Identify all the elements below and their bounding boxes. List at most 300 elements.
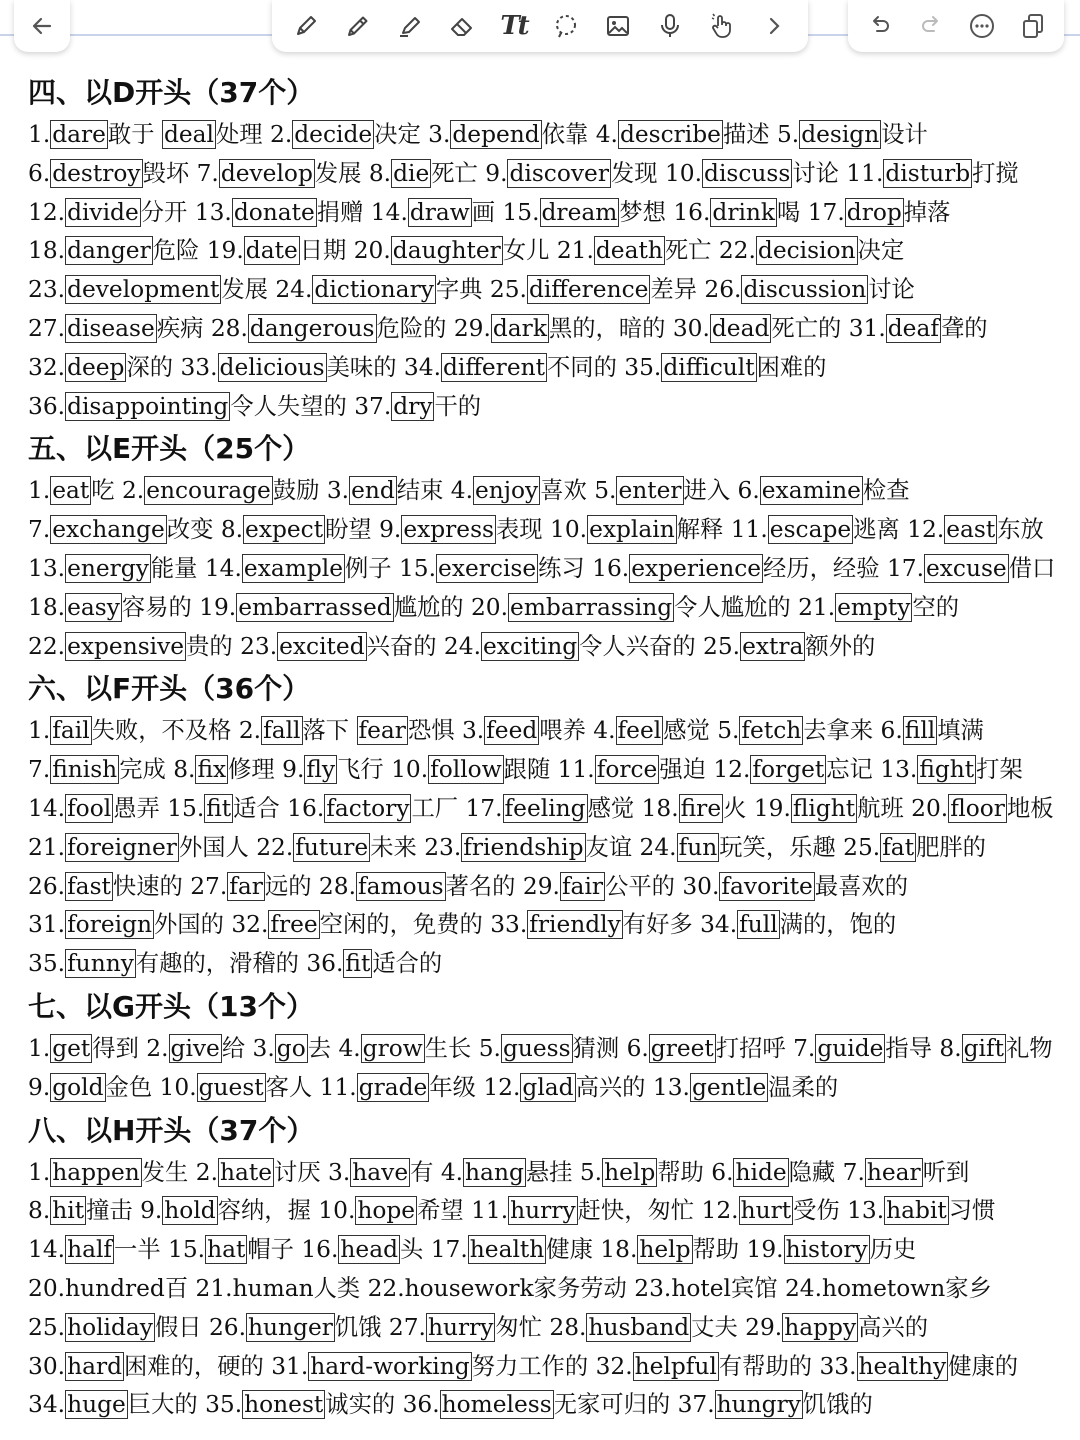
- english-word: example: [243, 554, 343, 582]
- hand-pointer-icon[interactable]: [705, 9, 739, 43]
- vocab-entry: [122, 476, 319, 505]
- entry-number: 16.: [592, 554, 630, 582]
- entry-number: 35.: [205, 1391, 243, 1419]
- english-word: factory: [326, 794, 410, 822]
- english-word: hurry: [427, 1313, 494, 1341]
- vocab-entry: [399, 554, 585, 583]
- chinese-meaning: 表现: [496, 516, 543, 544]
- english-word: fix: [197, 756, 227, 784]
- english-word: decision: [757, 237, 856, 265]
- english-word: hotel: [671, 1274, 731, 1302]
- chinese-meaning: 地板: [1006, 794, 1054, 822]
- english-word: dead: [711, 314, 770, 342]
- english-word: deaf: [887, 314, 939, 342]
- entry-number: 23.: [28, 276, 66, 304]
- chinese-meaning: 决定: [374, 121, 421, 148]
- english-word: hat: [207, 1236, 246, 1264]
- english-word: dark: [492, 314, 547, 342]
- chinese-meaning: 尴尬的: [393, 593, 464, 621]
- entry-number: 33.: [490, 911, 528, 939]
- chinese-meaning: 一半: [114, 1236, 161, 1264]
- vocab-entry: [465, 794, 634, 823]
- english-word: get: [52, 1034, 91, 1062]
- vocab-entry: [270, 120, 421, 149]
- vocab-entry: [777, 120, 928, 149]
- vocab-entry: [209, 1313, 382, 1342]
- chinese-meaning: 跟随: [503, 756, 551, 784]
- english-word: design: [801, 121, 880, 148]
- english-word: fail: [52, 717, 90, 745]
- vocab-entry: [678, 1390, 873, 1419]
- english-word: friendly: [529, 911, 621, 939]
- microphone-icon[interactable]: [653, 9, 687, 43]
- entry-number: 12.: [483, 1073, 521, 1101]
- entry-number: 32.: [595, 1352, 633, 1380]
- chinese-meaning: 深的: [126, 353, 174, 381]
- entry-number: 10.: [391, 756, 429, 784]
- chinese-meaning: 家乡: [945, 1274, 992, 1302]
- entry-number: 36.: [28, 392, 66, 420]
- english-word: go: [276, 1034, 306, 1062]
- entry-number: 11.: [846, 159, 884, 187]
- english-word: hide: [735, 1158, 787, 1186]
- chinese-meaning: 猜测: [572, 1034, 620, 1062]
- chinese-meaning: 帮助: [692, 1236, 740, 1264]
- vocab-entry: [881, 716, 984, 745]
- vocabulary-document: [28, 70, 1068, 1425]
- vocab-entry: [190, 872, 311, 901]
- vocab-entry: [673, 314, 841, 343]
- chinese-meaning: 飞行: [337, 756, 384, 784]
- entry-number: 25.: [843, 833, 881, 861]
- entry-number: 6.: [880, 717, 903, 745]
- vocab-entry: [338, 1034, 471, 1063]
- vocab-entry: [793, 1034, 932, 1063]
- vocab-entry: [379, 515, 543, 544]
- english-word: depend: [452, 121, 540, 148]
- entry-number: 13.: [847, 1197, 885, 1225]
- chinese-meaning: 满的，饱的: [779, 911, 897, 939]
- vocab-entry: [462, 716, 586, 745]
- entry-number: 18.: [641, 794, 679, 822]
- english-word: gold: [52, 1073, 104, 1101]
- english-word: dare: [52, 121, 106, 148]
- entry-number: 8.: [368, 159, 392, 187]
- text-tool-icon[interactable]: Tt: [500, 11, 528, 41]
- english-word: fast: [67, 872, 111, 900]
- vocab-entry: [880, 755, 1022, 784]
- chinese-meaning: 帮助: [657, 1158, 704, 1186]
- english-word: greet: [650, 1034, 714, 1062]
- entry-number: 21.: [28, 833, 66, 861]
- entry-number: 4.: [593, 717, 616, 745]
- entry-number: 15.: [398, 554, 437, 582]
- entry-number: 22.: [256, 833, 294, 861]
- vocab-entry: [28, 120, 155, 149]
- chinese-meaning: 无家可归的: [553, 1391, 671, 1419]
- entry-number: 1.: [28, 121, 51, 148]
- vocab-entry: [673, 198, 800, 227]
- chinese-meaning: 家务劳动: [533, 1274, 627, 1302]
- entry-number: 14.: [28, 1236, 66, 1264]
- chinese-meaning: 打搅: [972, 159, 1019, 187]
- section-entries: [28, 472, 1068, 666]
- english-word: end: [351, 477, 395, 505]
- english-word: friendship: [463, 833, 584, 861]
- chinese-meaning: 干的: [434, 392, 482, 420]
- english-word: fly: [306, 756, 336, 784]
- toolbar-right: [848, 0, 1064, 52]
- chinese-meaning: 完成: [119, 756, 166, 784]
- english-word: drink: [712, 198, 776, 226]
- chinese-meaning: 敢于: [107, 121, 155, 148]
- vocab-entry: [328, 1158, 433, 1187]
- vocab-entry: [703, 632, 875, 661]
- vocab-entry: [28, 554, 197, 583]
- entry-number: 8.: [173, 756, 196, 784]
- vocab-entry: [28, 716, 231, 745]
- english-word: hurry: [510, 1197, 576, 1225]
- entry-number: 1.: [28, 1158, 51, 1186]
- english-word: huge: [67, 1391, 126, 1419]
- vocab-entry: [700, 910, 896, 939]
- vocab-entry: [502, 198, 665, 227]
- english-word: healthy: [858, 1352, 947, 1380]
- chinese-meaning: 填满: [937, 717, 984, 745]
- vocab-entry: [483, 1073, 645, 1102]
- entry-number: 4.: [440, 1158, 464, 1186]
- entry-number: 35.: [624, 353, 662, 381]
- vocab-entry: [558, 755, 706, 784]
- vocab-entry: [28, 1196, 133, 1225]
- chinese-meaning: 梦想: [619, 198, 666, 226]
- english-word: different: [442, 353, 545, 381]
- section-entries: [28, 1154, 1068, 1426]
- english-word: decide: [294, 121, 373, 148]
- entry-number: 24.: [639, 833, 677, 861]
- english-word: disturb: [885, 159, 971, 187]
- image-icon[interactable]: [601, 9, 635, 43]
- section-entries: [28, 1030, 1068, 1108]
- chinese-meaning: 去拿来: [803, 717, 874, 745]
- vocab-entry: [162, 120, 263, 149]
- entry-number: 3.: [326, 477, 350, 505]
- chinese-meaning: 受伤: [793, 1197, 840, 1225]
- english-word: discussion: [743, 276, 867, 304]
- entry-number: 31.: [28, 911, 66, 939]
- vocab-entry: [199, 593, 463, 622]
- english-word: fit: [206, 794, 232, 822]
- english-word: guess: [502, 1034, 571, 1062]
- english-word: daughter: [392, 237, 501, 265]
- pencil-icon[interactable]: [341, 9, 375, 43]
- english-word: exercise: [438, 554, 537, 582]
- english-word: guide: [817, 1034, 884, 1062]
- vocab-entry: [711, 1158, 835, 1187]
- entry-number: 2.: [121, 477, 145, 505]
- english-word: exciting: [482, 632, 578, 660]
- section-heading: 六、以F开头（36个）: [28, 672, 311, 706]
- english-word: fool: [67, 794, 112, 822]
- english-word: famous: [357, 872, 444, 900]
- vocab-entry: [28, 1352, 264, 1381]
- chinese-meaning: 空的: [912, 593, 960, 621]
- chinese-meaning: 匆忙: [495, 1313, 542, 1341]
- undo-icon[interactable]: [863, 9, 897, 43]
- pen-icon[interactable]: [289, 9, 323, 43]
- entry-number: 27.: [388, 1313, 426, 1341]
- vocab-entry: [28, 1235, 161, 1264]
- chinese-meaning: 礼物: [1006, 1034, 1053, 1062]
- chinese-meaning: 生长: [424, 1034, 472, 1062]
- chinese-meaning: 发现: [610, 159, 658, 187]
- chinese-meaning: 捐赠: [316, 198, 364, 226]
- vocab-entry: [549, 1313, 737, 1342]
- entry-number: 34.: [28, 1391, 66, 1419]
- chinese-meaning: 火: [723, 794, 747, 822]
- chinese-meaning: 远的: [264, 872, 312, 900]
- vocab-entry: [221, 515, 372, 544]
- eraser-icon[interactable]: [445, 9, 479, 43]
- chinese-meaning: 有趣的，滑稽的: [135, 950, 299, 978]
- english-word: enjoy: [475, 477, 539, 505]
- chinese-meaning: 头: [400, 1236, 424, 1264]
- vocab-entry: [907, 515, 1044, 544]
- entry-number: 12.: [701, 1197, 739, 1225]
- english-word: escape: [769, 516, 852, 544]
- english-word: fun: [678, 833, 718, 861]
- chinese-meaning: 死亡: [664, 237, 712, 265]
- chinese-meaning: 适合: [233, 794, 280, 822]
- chinese-meaning: 巨大的: [127, 1391, 198, 1419]
- vocab-entry: [195, 198, 364, 227]
- vocab-entry: [523, 872, 675, 901]
- vocab-entry: [593, 716, 709, 745]
- entry-number: 10.: [550, 516, 588, 544]
- english-word: habit: [886, 1197, 947, 1225]
- entry-number: 5.: [776, 121, 800, 148]
- english-word: holiday: [67, 1313, 153, 1341]
- section-heading: 四、以D开头（37个）: [28, 76, 315, 109]
- entry-number: 9.: [379, 516, 402, 544]
- vocab-entry: [665, 159, 839, 188]
- english-word: flight: [792, 794, 856, 822]
- back-arrow-icon[interactable]: [25, 9, 59, 43]
- entry-number: 17.: [430, 1236, 468, 1264]
- vocab-entry: [887, 554, 1055, 583]
- english-word: energy: [67, 554, 149, 582]
- chinese-meaning: 美味的: [326, 353, 397, 381]
- chinese-meaning: 讨论: [792, 159, 839, 187]
- english-word: feeling: [504, 794, 586, 822]
- entry-number: 1.: [28, 477, 51, 505]
- section-heading: 五、以E开头（25个）: [28, 432, 311, 466]
- lasso-icon[interactable]: [549, 9, 583, 43]
- chinese-meaning: 愚弄: [113, 794, 160, 822]
- vocab-entry: [28, 353, 173, 382]
- vocab-entry: [140, 1196, 311, 1225]
- english-word: disease: [67, 314, 155, 342]
- vocab-entry: [205, 1390, 395, 1419]
- english-word: husband: [588, 1313, 690, 1341]
- chinese-meaning: 分开: [140, 198, 188, 226]
- entry-number: 10.: [159, 1073, 197, 1101]
- chinese-meaning: 困难的: [756, 353, 827, 381]
- entry-number: 16.: [301, 1236, 339, 1264]
- vocab-entry: [253, 1034, 331, 1063]
- entry-number: 19.: [753, 794, 791, 822]
- entry-number: 29.: [745, 1313, 783, 1341]
- chinese-meaning: 聋的: [940, 314, 988, 342]
- english-word: guest: [198, 1073, 264, 1101]
- english-word: date: [245, 237, 298, 265]
- entry-number: 32.: [28, 353, 66, 381]
- redo-icon[interactable]: [914, 9, 948, 43]
- vocab-entry: [754, 794, 904, 823]
- english-word: easy: [67, 593, 120, 621]
- chinese-meaning: 去: [307, 1034, 332, 1062]
- chinese-meaning: 玩笑，乐趣: [719, 833, 836, 861]
- english-word: favorite: [721, 872, 813, 900]
- english-word: draw: [409, 198, 470, 226]
- vocab-entry: [490, 275, 697, 304]
- entry-number: 34.: [403, 353, 441, 381]
- english-word: dangerous: [249, 314, 375, 342]
- chinese-meaning: 隐藏: [788, 1158, 836, 1186]
- entry-number: 7.: [28, 756, 51, 784]
- chinese-meaning: 打招呼: [715, 1034, 786, 1062]
- entry-number: 24.: [784, 1274, 823, 1302]
- vocab-entry: [717, 716, 873, 745]
- vocab-entry: [28, 872, 183, 901]
- entry-number: 18.: [600, 1236, 638, 1264]
- entry-number: 22.: [718, 237, 756, 265]
- english-word: discuss: [704, 159, 791, 187]
- more-options-icon[interactable]: [965, 9, 999, 43]
- english-word: homeless: [441, 1391, 552, 1419]
- toolbar-tools: [272, 0, 808, 52]
- entry-number: 5.: [717, 717, 740, 745]
- vocab-entry: [596, 120, 770, 149]
- english-word: fetch: [741, 717, 802, 745]
- vocab-entry: [731, 515, 900, 544]
- english-word: full: [739, 911, 778, 939]
- english-word: disappointing: [67, 392, 229, 420]
- chinese-meaning: 得到: [92, 1034, 139, 1062]
- chinese-meaning: 宾馆: [730, 1274, 778, 1302]
- vocab-entry: [256, 833, 417, 862]
- entry-number: 29.: [453, 314, 491, 342]
- english-word: empty: [837, 593, 911, 621]
- entry-number: 28.: [210, 314, 248, 342]
- english-word: forget: [752, 756, 825, 784]
- chinese-meaning: 高兴的: [858, 1313, 928, 1341]
- english-word: excited: [279, 632, 365, 660]
- english-word: extra: [742, 632, 804, 660]
- entry-number: 32.: [231, 911, 269, 939]
- section-entries: [28, 116, 1068, 426]
- chinese-meaning: 饥饿的: [802, 1391, 873, 1419]
- english-word: glad: [522, 1073, 574, 1101]
- chinese-meaning: 改变: [166, 516, 214, 544]
- english-word: hear: [866, 1158, 921, 1186]
- vocab-entry: [653, 1073, 838, 1102]
- entry-number: 27.: [190, 872, 228, 900]
- highlighter-icon[interactable]: [393, 9, 427, 43]
- vocab-entry: [168, 1235, 294, 1264]
- chinese-meaning: 盼望: [325, 516, 372, 544]
- entry-number: 1.: [28, 717, 51, 745]
- entry-number: 7.: [28, 516, 51, 544]
- vocab-entry: [600, 1235, 739, 1264]
- chevron-right-icon[interactable]: [757, 9, 791, 43]
- entry-number: 31.: [271, 1352, 309, 1380]
- chinese-meaning: 鼓励: [272, 477, 320, 505]
- chinese-meaning: 金色: [105, 1073, 153, 1101]
- english-word: fat: [882, 833, 915, 861]
- chinese-meaning: 历史: [869, 1236, 917, 1264]
- chinese-meaning: 令人失望的: [230, 392, 347, 420]
- entry-number: 16.: [287, 794, 325, 822]
- chinese-meaning: 困难的，硬的: [124, 1352, 264, 1380]
- pages-icon[interactable]: [1016, 9, 1050, 43]
- chinese-meaning: 感觉: [587, 794, 635, 822]
- chinese-meaning: 给: [221, 1034, 246, 1062]
- entry-number: 7.: [842, 1158, 865, 1186]
- vocab-entry: [490, 910, 692, 939]
- vocab-entry: [592, 554, 879, 583]
- entry-number: 7.: [793, 1034, 816, 1062]
- vocab-entry: [197, 159, 362, 188]
- english-word: dry: [393, 392, 433, 420]
- entry-number: 11.: [557, 756, 595, 784]
- entry-number: 2.: [146, 1034, 169, 1062]
- english-word: have: [352, 1158, 409, 1186]
- chinese-meaning: 帽子: [247, 1236, 294, 1264]
- vocab-entry: [424, 833, 632, 862]
- english-word: helpful: [634, 1352, 717, 1380]
- vocab-entry: [704, 275, 914, 304]
- chinese-meaning: 假日: [154, 1313, 202, 1341]
- entry-number: 19.: [199, 593, 237, 621]
- chinese-meaning: 最喜欢的: [814, 872, 909, 900]
- chinese-meaning: 习惯: [948, 1197, 996, 1225]
- english-word: hard: [67, 1352, 123, 1380]
- english-word: grow: [362, 1034, 423, 1062]
- vocab-entry: [180, 353, 396, 382]
- vocab-entry: [211, 314, 447, 343]
- vocab-entry: [319, 872, 516, 901]
- english-word: fit: [345, 950, 371, 978]
- chinese-meaning: 解释: [676, 516, 724, 544]
- english-word: donate: [233, 198, 315, 226]
- vocab-entry: [843, 833, 986, 862]
- vocab-entry: [369, 159, 478, 188]
- entry-number: 23.: [240, 632, 278, 660]
- vocab-entry: [403, 1390, 671, 1419]
- english-word: hundred: [65, 1274, 165, 1302]
- chinese-meaning: 能量: [150, 554, 198, 582]
- chinese-meaning: 令人尴尬的: [674, 593, 791, 621]
- chinese-meaning: 落下: [302, 717, 350, 745]
- chinese-meaning: 赶快，匆忙: [577, 1197, 695, 1225]
- chinese-meaning: 额外的: [805, 632, 876, 660]
- entry-number: 15.: [168, 1236, 206, 1264]
- vocab-entry: [196, 1275, 361, 1302]
- chinese-meaning: 疾病: [156, 314, 204, 342]
- english-word: describe: [619, 121, 721, 148]
- vocab-entry: [479, 1034, 619, 1063]
